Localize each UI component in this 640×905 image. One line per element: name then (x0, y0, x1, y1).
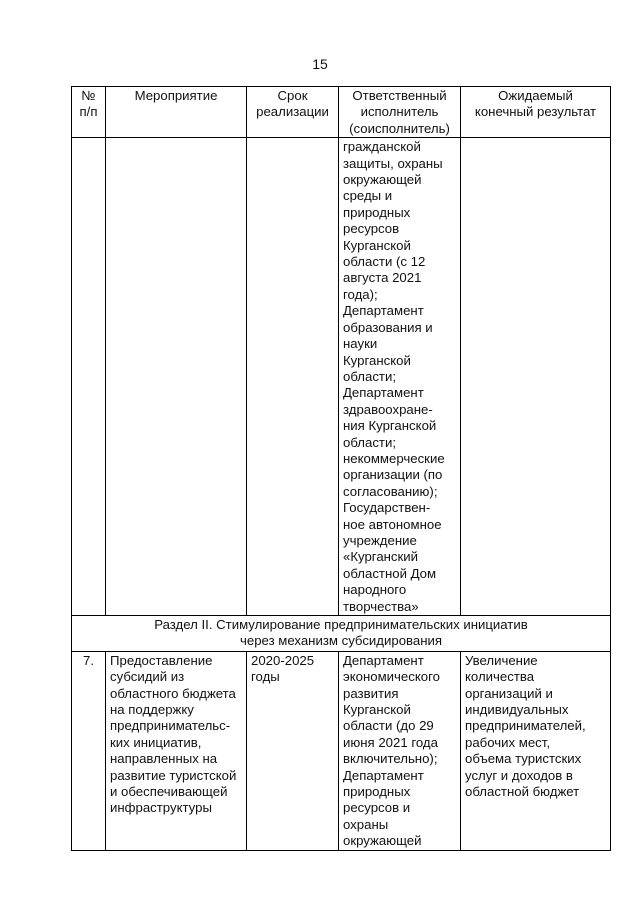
section-header-row (72, 616, 611, 652)
cell-responsible-7: Департамент экономического развития Курганской области (до 29 июня 2021 года включительно); Департамент природных ресурсов и охраны окружающей (339, 651, 461, 850)
cell-period-7: 2020-2025 годы (247, 651, 339, 850)
header-result: Ожидаемый конечный результат (461, 87, 611, 138)
header-num: № п/п (72, 87, 106, 138)
section-title: Раздел II. Стимулирование предпринимательских инициатив через механизм субсидирования (72, 616, 611, 652)
activities-table (71, 86, 611, 851)
cell-num-empty (72, 138, 106, 616)
table-header-row (72, 87, 611, 138)
cell-activity-empty (106, 138, 247, 616)
cell-num-7: 7. (72, 651, 106, 850)
cell-responsible-continued: гражданской защиты, охраны окружающей среды и природных ресурсов Курганской области (с 12 августа 2021 года); Департамент образования и науки Курганской области; Департамент здравоохране- ния Курганской области; некоммерческие организации (по согласованию); Государствен- ное автономное учреждение «Курганский областной Дом народного творчества» (339, 138, 461, 616)
cell-period-empty (247, 138, 339, 616)
cell-result-empty (461, 138, 611, 616)
header-period: Срок реализации (247, 87, 339, 138)
header-responsible: Ответственный исполнитель (соисполнитель) (339, 87, 461, 138)
header-activity: Мероприятие (106, 87, 247, 138)
cell-result-7: Увеличение количества организаций и индивидуальных предпринимателей, рабочих мест, объема туристских услуг и доходов в областной бюджет (461, 651, 611, 850)
table-row-continued (72, 138, 611, 616)
table-row-7 (72, 651, 611, 850)
cell-activity-7: Предоставление субсидий из областного бюджета на поддержку предпринимательс- ких инициатив, направленных на развитие туристской и обеспечивающей инфраструктуры (106, 651, 247, 850)
page-number: 15 (312, 56, 328, 72)
